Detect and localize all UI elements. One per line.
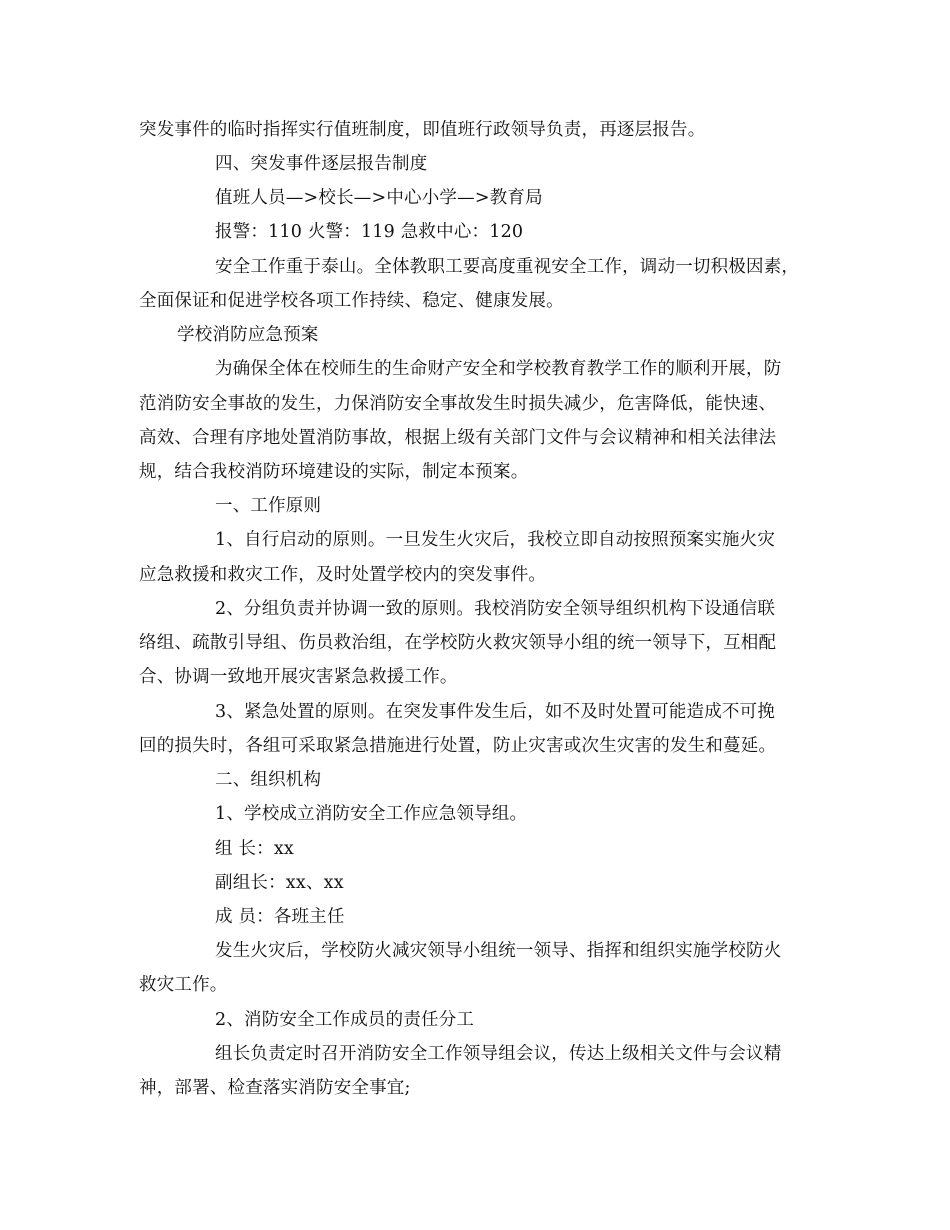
text-line: 救灾工作。 <box>139 975 228 995</box>
text-line: 安全工作重于泰山。全体教职工要高度重视安全工作，调动一切积极因素， <box>215 257 800 277</box>
text-line: 3、紧急处置的原则。在突发事件发生后，如不及时处置可能造成不可挽 <box>215 702 776 722</box>
text-line: 副组长：xx、xx <box>215 873 344 893</box>
text-line: 神，部署、检查落实消防安全事宜; <box>139 1078 411 1098</box>
section-heading: 一、工作原则 <box>215 496 322 516</box>
text-line: 2、消防安全工作成员的责任分工 <box>215 1010 475 1030</box>
text-line: 1、自行启动的原则。一旦发生火灾后，我校立即自动按照预案实施火灾 <box>215 530 776 550</box>
text-line: 应急救援和救灾工作，及时处置学校内的突发事件。 <box>139 565 547 585</box>
text-line: 成 员：各班主任 <box>215 907 345 927</box>
text-line: 回的损失时，各组可采取紧急措施进行处置，防止灾害或次生灾害的发生和蔓延。 <box>139 736 777 756</box>
text-line: 2、分组负责并协调一致的原则。我校消防安全领导组织机构下设通信联 <box>215 599 776 619</box>
text-line: 范消防安全事故的发生，力保消防安全事故发生时损失减少，危害降低，能快速、 <box>139 394 777 414</box>
text-line: 为确保全体在校师生的生命财产安全和学校教育教学工作的顺利开展，防 <box>215 359 782 379</box>
section-heading: 二、组织机构 <box>215 770 322 790</box>
text-line: 高效、合理有序地处置消防事故，根据上级有关部门文件与会议精神和相关法律法 <box>139 428 777 448</box>
text-line: 组 长：xx <box>215 839 295 859</box>
text-line: 突发事件的临时指挥实行值班制度，即值班行政领导负责，再逐层报告。 <box>139 120 706 140</box>
section-heading: 四、突发事件逐层报告制度 <box>215 154 428 174</box>
text-line: 全面保证和促进学校各项工作持续、稳定、健康发展。 <box>139 291 564 311</box>
text-line: 值班人员—>校长—>中心小学—>教育局 <box>215 188 543 208</box>
document-title: 学校消防应急预案 <box>177 325 319 345</box>
text-line: 规，结合我校消防环境建设的实际，制定本预案。 <box>139 462 529 482</box>
text-line: 络组、疏散引导组、伤员救治组，在学校防火救灾领导小组的统一领导下，互相配 <box>139 633 777 653</box>
text-line: 合、协调一致地开展灾害紧急救援工作。 <box>139 667 458 687</box>
text-line: 组长负责定时召开消防安全工作领导组会议，传达上级相关文件与会议精 <box>215 1044 782 1064</box>
text-line: 1、学校成立消防安全工作应急领导组。 <box>215 804 528 824</box>
text-line: 报警：110 火警：119 急救中心：120 <box>215 222 524 242</box>
text-line: 发生火灾后，学校防火减灾领导小组统一领导、指挥和组织实施学校防火 <box>215 941 782 961</box>
